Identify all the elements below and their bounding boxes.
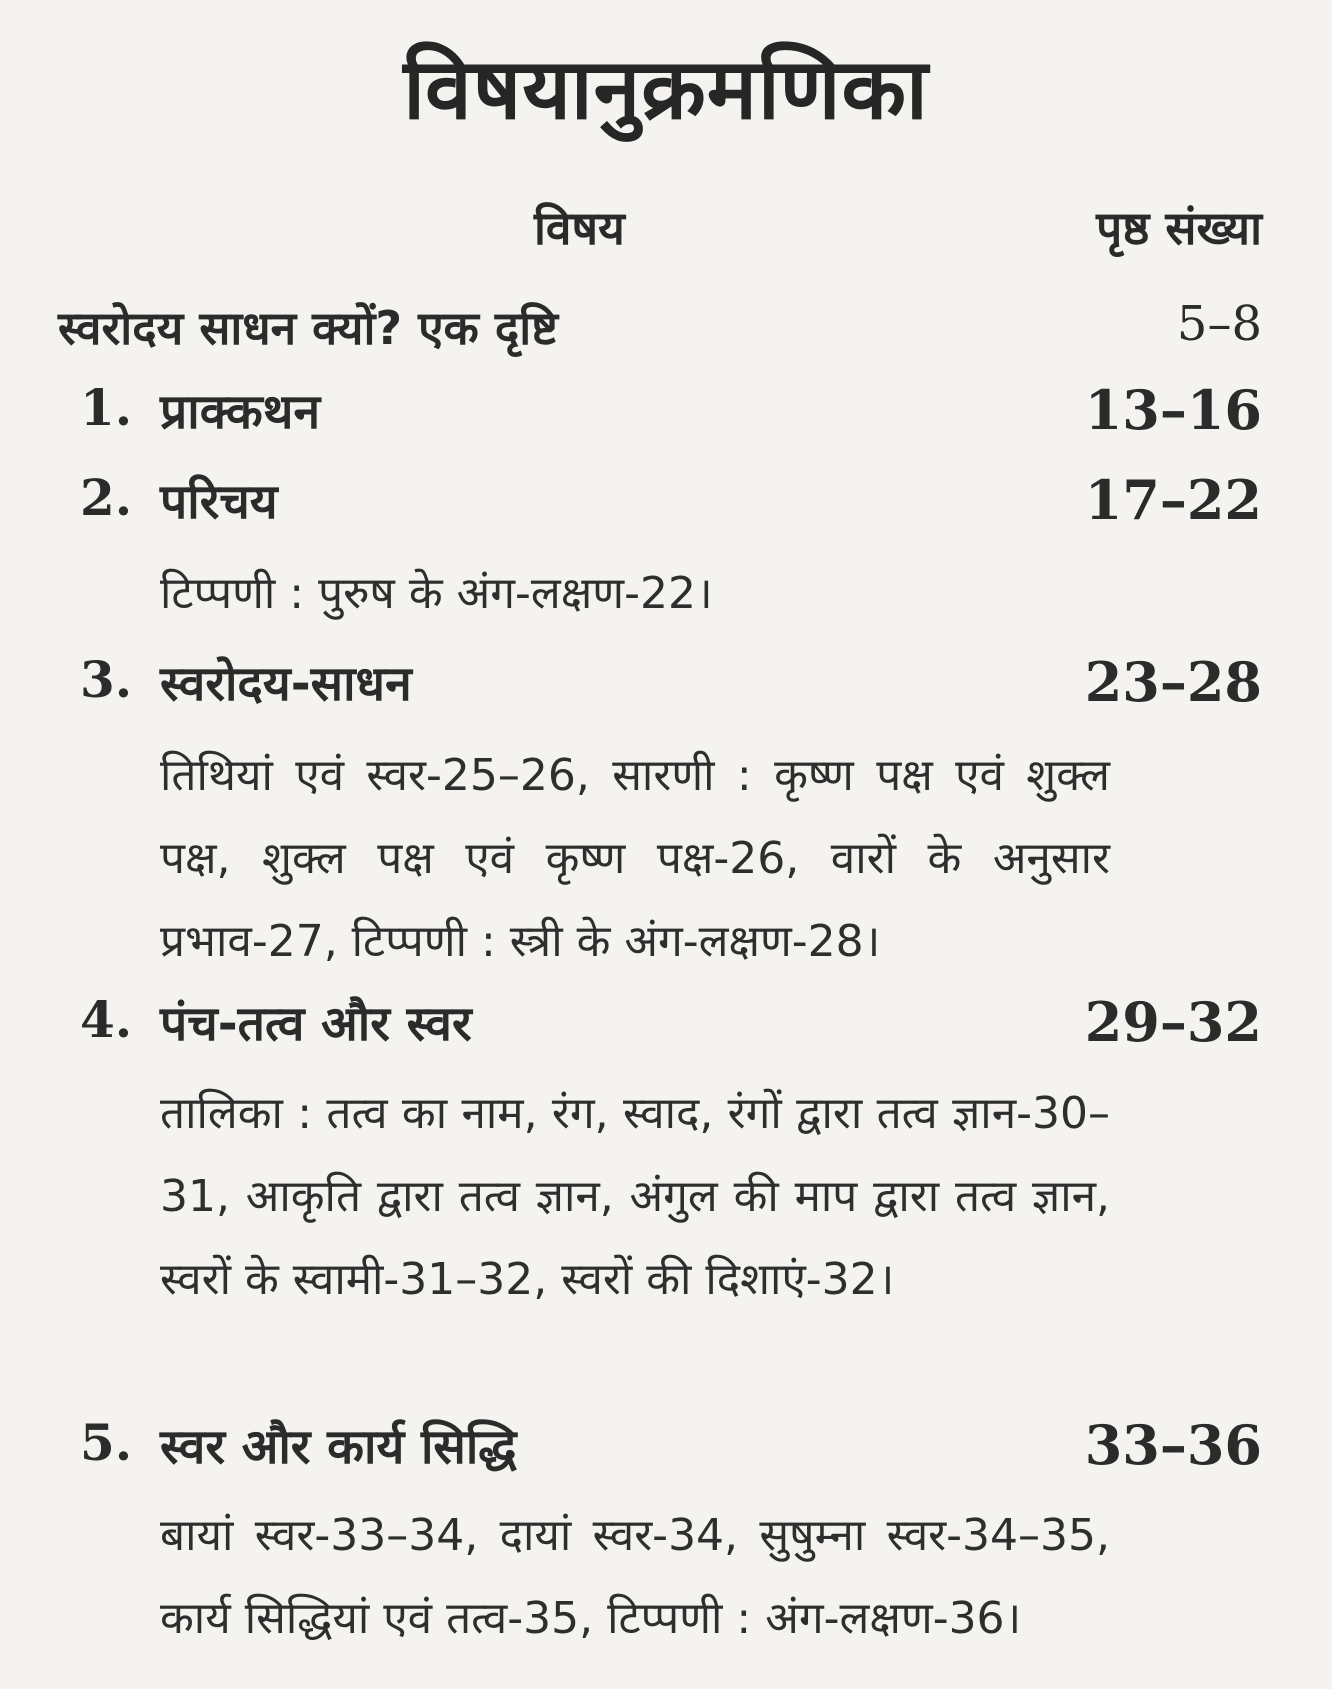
page-title: विषयानुक्रमणिका — [403, 40, 929, 138]
chapter-entry-2 — [80, 468, 1262, 538]
chapter-title: स्वर और कार्य सिद्धि — [160, 1419, 517, 1475]
chapter-entry-3 — [80, 650, 1262, 720]
chapter-number: 3. — [80, 650, 133, 709]
chapter-title: प्राक्कथन — [160, 384, 321, 440]
chapter-entry-4 — [80, 990, 1262, 1060]
chapter-title: स्वरोदय-साधन — [160, 656, 412, 712]
chapter-title: पंच-तत्व और स्वर — [160, 996, 472, 1052]
chapter-pages: 33–36 — [1084, 1413, 1262, 1477]
chapter-number: 5. — [80, 1413, 133, 1472]
chapter-details-5: बायां स्वर-33–34, दायां स्वर-34, सुषुम्ना स्वर-34–35, कार्य सिद्धियां एवं तत्व-35, टिप्पणी : अंग-लक्षण-36। — [160, 1510, 1110, 1644]
chapter-pages: 13–16 — [1084, 378, 1262, 442]
column-header-page-number: पृष्ठ संख्या — [1096, 201, 1262, 255]
chapter-pages: 17–22 — [1084, 468, 1262, 532]
chapter-details-4: तालिका : तत्व का नाम, रंग, स्वाद, रंगों द्वारा तत्व ज्ञान-30–31, आकृति द्वारा तत्व ज्ञान, अंगुल की माप द्वारा तत्व ज्ञान, स्वरों के स्वामी-31–32, स्वरों की दिशाएं-32। — [160, 1088, 1110, 1305]
chapter-entry-1 — [80, 378, 1262, 448]
chapter-details-2: टिप्पणी : पुरुष के अंग-लक्षण-22। — [160, 568, 713, 619]
chapter-number: 1. — [80, 378, 133, 437]
intro-title: स्वरोदय साधन क्यों? एक दृष्टि — [58, 301, 559, 355]
chapter-details-3: तिथियां एवं स्वर-25–26, सारणी : कृष्ण पक्ष एवं शुक्ल पक्ष, शुक्ल पक्ष एवं कृष्ण पक्ष-26, वारों के अनुसार प्रभाव-27, टिप्पणी : स्त्री के अंग-लक्षण-28। — [160, 750, 1110, 967]
chapter-number: 4. — [80, 990, 133, 1049]
chapter-pages: 23–28 — [1084, 650, 1262, 714]
chapter-title: परिचय — [160, 474, 278, 530]
chapter-entry-5 — [80, 1413, 1262, 1483]
intro-pages: 5–8 — [1176, 296, 1262, 352]
chapter-pages: 29–32 — [1084, 990, 1262, 1054]
chapter-number: 2. — [80, 468, 133, 527]
column-header-subject: विषय — [534, 201, 625, 255]
intro-entry — [58, 296, 1262, 366]
